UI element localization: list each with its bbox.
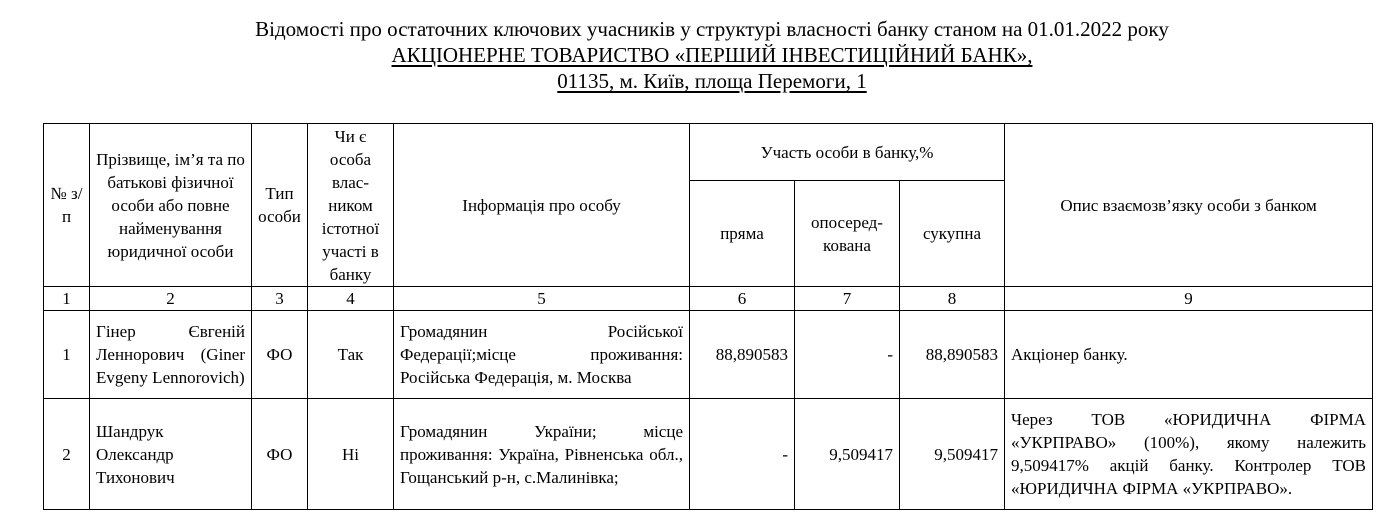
cell-owner: Ні [308,399,394,510]
cell-total: 88,890583 [900,311,1005,399]
cell-num: 1 [44,311,90,399]
cell-relation: Через ТОВ «ЮРИДИЧНА ФІРМА «УКРПРАВО» (100%), якому належить 9,509417% акцій банку. Контролер ТОВ «ЮРИДИЧНА ФІРМА «УКРПРАВО». [1005,399,1373,510]
column-number-row [44,287,1373,311]
cell-direct: - [690,399,795,510]
cell-indirect: 9,509417 [795,399,900,510]
col-header-info: Інформація про особу [394,124,690,287]
col-header-type: Тип особи [252,124,308,287]
col-header-num: № з/п [44,124,90,287]
cell-info: Громадянин України; місце проживання: Україна, Рівненська обл., Гощанський р-н, с.Малинівка; [394,399,690,510]
ownership-table [43,123,1373,510]
cell-relation: Акціонер банку. [1005,311,1373,399]
col-header-total: сукупна [900,181,1005,287]
column-number: 5 [394,287,690,311]
table-row [44,311,1373,399]
col-header-direct: пряма [690,181,795,287]
cell-owner: Так [308,311,394,399]
cell-type: ФО [252,311,308,399]
col-header-name: Прізвище, ім’я та по батькові фізичної особи або повне найменування юридичної особи [90,124,252,287]
bank-name: АКЦІОНЕРНЕ ТОВАРИСТВО «ПЕРШИЙ ІНВЕСТИЦІЙНИЙ БАНК», [391,43,1033,67]
column-number: 9 [1005,287,1373,311]
column-number: 3 [252,287,308,311]
header-row [44,124,1373,181]
column-number: 7 [795,287,900,311]
cell-total: 9,509417 [900,399,1005,510]
col-header-relation: Опис взаємозв’язку особи з банком [1005,124,1373,287]
column-number: 2 [90,287,252,311]
col-header-share-group: Участь особи в банку,% [690,124,1005,181]
column-number: 6 [690,287,795,311]
table-row [44,399,1373,510]
document-heading [0,16,1398,94]
cell-name: Шандрук Олександр Тихонович [90,399,252,510]
bank-address: 01135, м. Київ, площа Перемоги, 1 [557,69,867,93]
cell-direct: 88,890583 [690,311,795,399]
cell-indirect: - [795,311,900,399]
col-header-indirect: опосеред-кована [795,181,900,287]
column-number: 1 [44,287,90,311]
cell-name: Гінер Євгеній Леннорович (Giner Evgeny Lennorovich) [90,311,252,399]
cell-num: 2 [44,399,90,510]
cell-info: Громадянин Російської Федерації;місце проживання: Російська Федерація, м. Москва [394,311,690,399]
column-number: 4 [308,287,394,311]
col-header-owner: Чи є особа влас-ником істотної участі в банку [308,124,394,287]
cell-type: ФО [252,399,308,510]
column-number: 8 [900,287,1005,311]
heading-title: Відомості про остаточних ключових учасників у структурі власності банку станом на 01.01.2022 року [255,17,1169,41]
